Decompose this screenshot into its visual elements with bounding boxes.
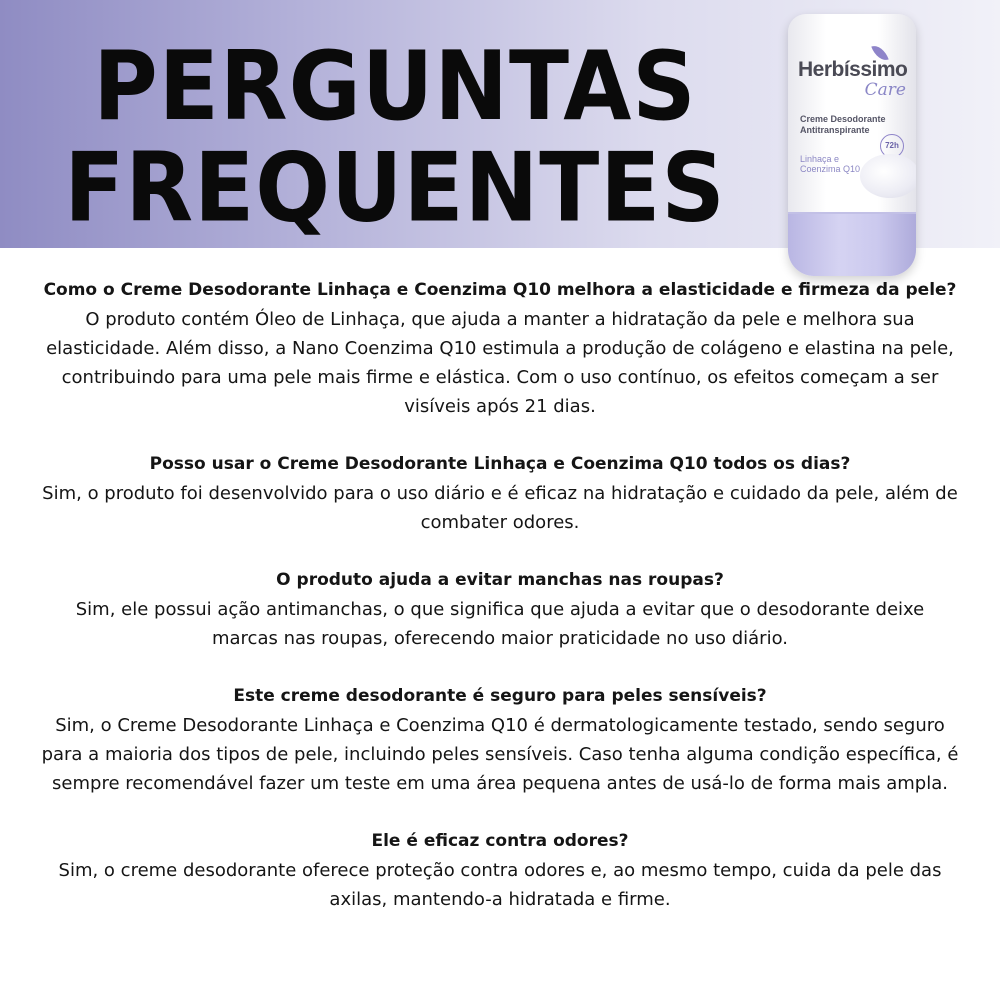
faq-answer: Sim, ele possui ação antimanchas, o que significa que ajuda a evitar que o desodorante deixe marcas nas roupas, oferecendo maior praticidade no uso diário. — [75, 599, 925, 649]
faq-answer: Sim, o produto foi desenvolvido para o uso diário e é eficaz na hidratação e cuidado da pele, além de combater odores. — [42, 483, 958, 533]
product-type-line-1: Creme Desodorante — [800, 114, 886, 124]
page-title-line-2: FREQUENTES — [64, 132, 726, 244]
faq-question: O produto ajuda a evitar manchas nas roupas? — [276, 570, 724, 590]
faq-item — [40, 276, 960, 421]
faq-answer: O produto contém Óleo de Linhaça, que ajuda a manter a hidratação da pele e melhora sua elasticidade. Além disso, a Nano Coenzima Q10 estimula a produção de colágeno e elastina na pele, contribuindo para uma pele mais firme e elástica. Com o uso contínuo, os efeitos começam a ser visíveis após 21 dias. — [46, 309, 954, 417]
faq-answer: Sim, o creme desodorante oferece proteção contra odores e, ao mesmo tempo, cuida da pele das axilas, mantendo-a hidratada e firme. — [58, 860, 942, 910]
duration-badge: 72h — [880, 134, 904, 158]
faq-item — [40, 450, 960, 537]
product-tube-image — [788, 14, 916, 276]
tube-cap — [788, 212, 916, 276]
product-type-line-2: Antitranspirante — [800, 125, 870, 135]
faq-list — [40, 276, 960, 943]
page-title-line-1: PERGUNTAS — [93, 30, 697, 142]
product-variant-line-2: Coenzima Q10 — [800, 164, 861, 174]
page-title — [0, 30, 790, 244]
product-brand: Herbíssimo — [798, 58, 908, 81]
faq-item — [40, 827, 960, 914]
faq-question: Posso usar o Creme Desodorante Linhaça e Coenzima Q10 todos os dias? — [149, 454, 851, 474]
faq-answer: Sim, o Creme Desodorante Linhaça e Coenzima Q10 é dermatologicamente testado, sendo seguro para a maioria dos tipos de pele, incluindo peles sensíveis. Caso tenha alguma condição específica, é sempre recomendável fazer um teste em uma área pequena antes de usá-lo de forma mais ampla. — [41, 715, 959, 794]
faq-item — [40, 566, 960, 653]
faq-question: Ele é eficaz contra odores? — [371, 831, 629, 851]
product-sub-brand: Care — [864, 80, 906, 100]
cream-swatch — [860, 154, 916, 198]
product-variant-line-1: Linhaça e — [800, 154, 840, 164]
faq-question: Este creme desodorante é seguro para peles sensíveis? — [233, 686, 767, 706]
faq-question: Como o Creme Desodorante Linhaça e Coenzima Q10 melhora a elasticidade e firmeza da pele? — [43, 280, 957, 300]
faq-item — [40, 682, 960, 798]
